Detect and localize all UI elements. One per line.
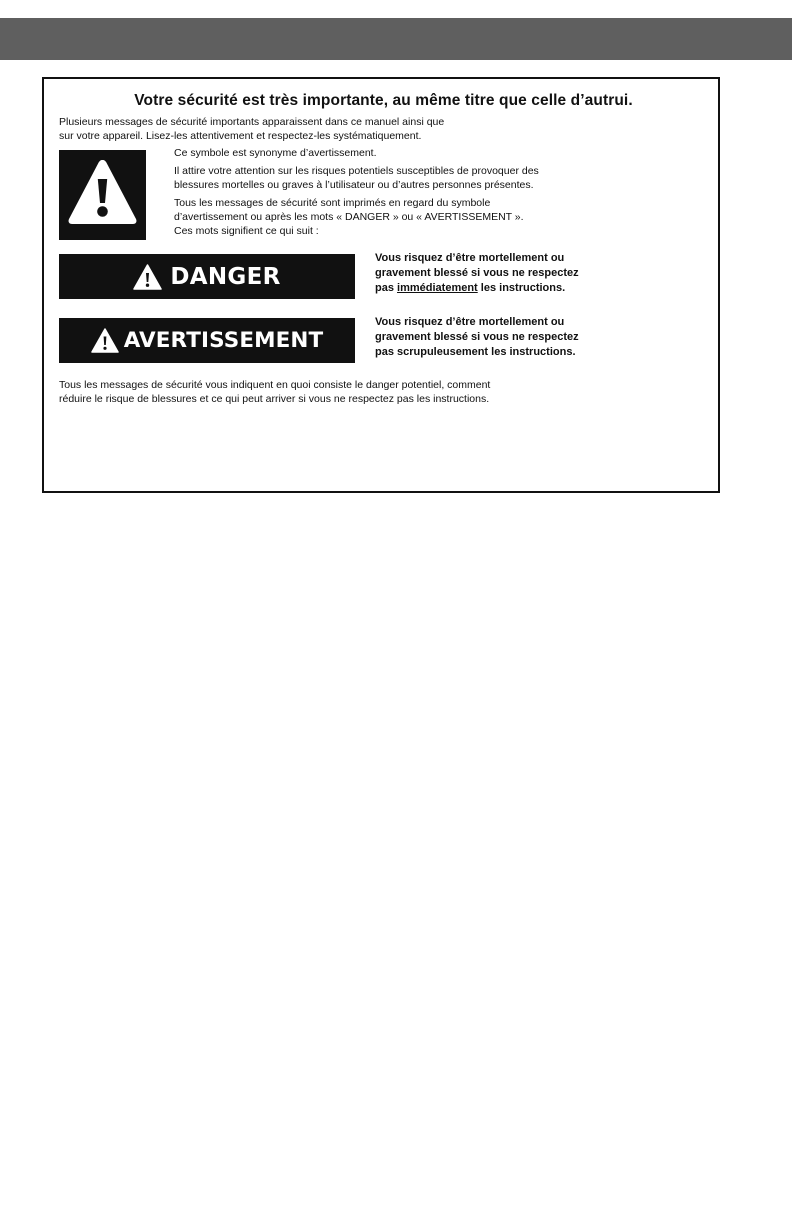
closing-line-1: Tous les messages de sécurité vous indiquent en quoi consiste le danger potentiel, comment <box>59 379 491 391</box>
safety-intro <box>59 115 674 143</box>
warning-triangle-graphic <box>66 157 139 227</box>
safety-intro-line-1: Plusieurs messages de sécurité importants apparaissent dans ce manuel ainsi que <box>59 116 445 128</box>
warning-signal-icon <box>91 328 119 353</box>
danger-emphasis-word: immédiatement <box>397 282 478 294</box>
symbol-line-2: Il attire votre attention sur les risques potentiels susceptibles de provoquer des <box>174 165 539 177</box>
warning-line-2: gravement blessé si vous ne respectez <box>375 331 579 343</box>
warning-line-1: Vous risquez d’être mortellement ou <box>375 316 565 328</box>
warning-symbol-section <box>59 147 708 240</box>
safety-intro-line-2: sur votre appareil. Lisez-les attentivement et respectez-les systématiquement. <box>59 130 422 142</box>
safety-closing <box>59 378 715 406</box>
danger-description <box>375 251 685 296</box>
danger-line-1: Vous risquez d’être mortellement ou <box>375 252 565 264</box>
warning-label: AVERTISSEMENT <box>123 328 324 353</box>
symbol-line-1: Ce symbole est synonyme d’avertissement. <box>174 147 377 159</box>
danger-line-2: gravement blessé si vous ne respectez <box>375 267 579 279</box>
danger-line-3-suffix: les instructions. <box>480 282 566 294</box>
warning-signal-panel <box>59 318 355 363</box>
warning-symbol-description <box>174 146 708 238</box>
warning-triangle-icon <box>59 150 146 240</box>
symbol-line-5: d’avertissement ou après les mots « DANGER » ou « AVERTISSEMENT ». <box>174 211 524 223</box>
symbol-line-3: blessures mortelles ou graves à l’utilisateur ou d’autres personnes présentes. <box>174 179 534 191</box>
symbol-line-6: Ces mots signifient ce qui suit : <box>174 225 319 237</box>
closing-line-2: réduire le risque de blessures et ce qui peut arriver si vous ne respectez pas les instructions. <box>59 393 490 405</box>
danger-warning-icon <box>133 264 162 290</box>
warning-line-3: pas scrupuleusement les instructions. <box>375 346 576 358</box>
danger-label: DANGER <box>170 263 281 290</box>
warning-description <box>375 315 685 360</box>
safety-title: Votre sécurité est très importante, au même titre que celle d’autrui. <box>134 92 633 109</box>
danger-signal-panel <box>59 254 355 299</box>
danger-section <box>59 254 708 299</box>
danger-line-3-prefix: pas <box>375 282 394 294</box>
safety-notice-box <box>42 77 720 493</box>
symbol-line-4: Tous les messages de sécurité sont imprimés en regard du symbole <box>174 197 491 209</box>
header-bar <box>0 18 792 60</box>
warning-section <box>59 318 708 363</box>
